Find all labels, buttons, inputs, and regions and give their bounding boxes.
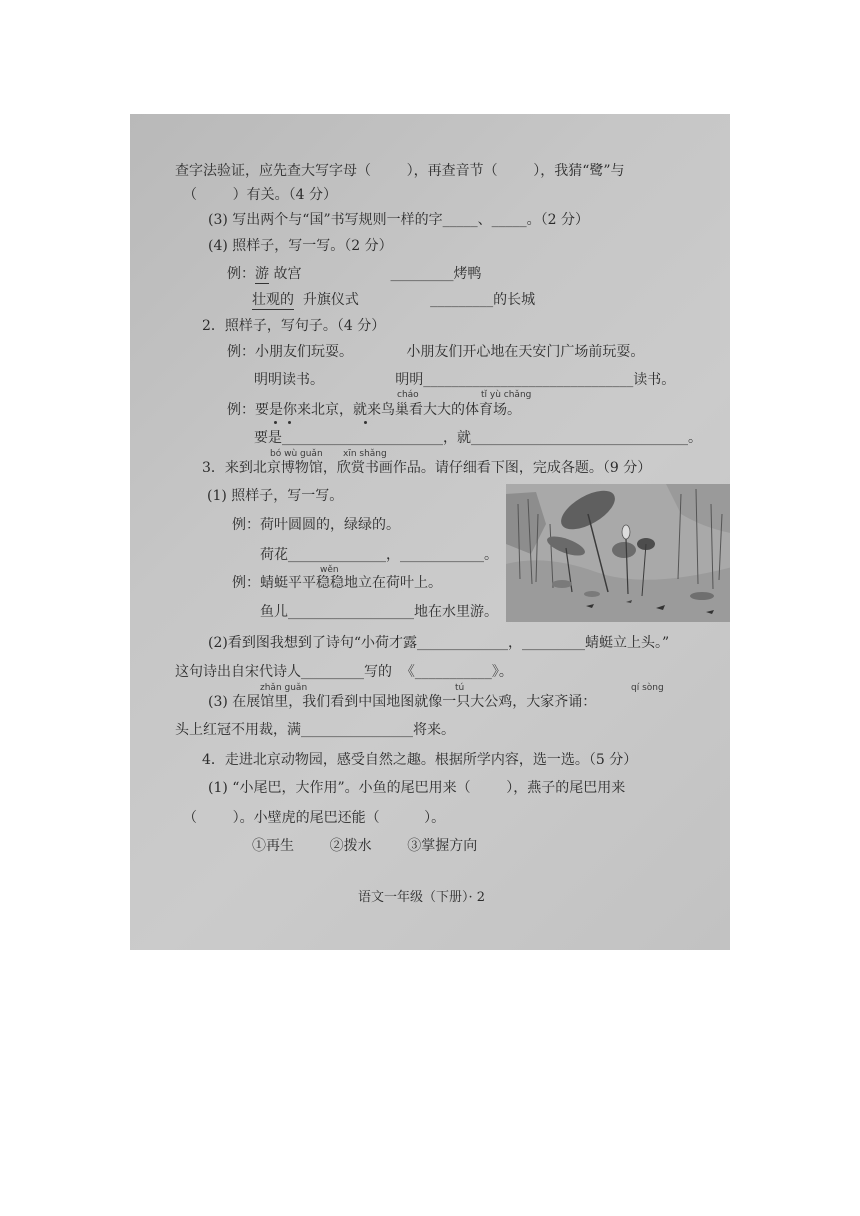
pinyin-annotation: xīn shǎng xyxy=(343,449,387,459)
text-line: 这句诗出自宋代诗人_________写的 《___________》。 xyxy=(175,664,513,680)
text-line: （ ）有关。（4 分） xyxy=(183,187,337,203)
page-footer: 语文一年级（下册）· 2 xyxy=(358,890,486,905)
text-line: 3．来到北京博物馆，欣赏书画作品。请仔细看下图，完成各题。（9 分） xyxy=(202,460,652,476)
text-line: （ ）。小壁虎的尾巴还能（ ）。 xyxy=(183,810,446,826)
text-line: 头上红冠不用裁，满________________将来。 xyxy=(175,722,455,738)
emphasis-dot xyxy=(288,421,291,424)
text-line: 鱼儿__________________地在水里游。 xyxy=(260,604,498,620)
pinyin-annotation: qí sòng xyxy=(631,683,664,693)
pinyin-annotation: wěn xyxy=(320,565,339,575)
text-line: (1) “小尾巴，大作用”。小鱼的尾巴用来（ ），燕子的尾巴用来 xyxy=(208,780,626,796)
lotus-pond-painting xyxy=(506,484,730,622)
text-line: (2)看到图我想到了诗句“小荷才露_____________，_________蜻蜓立上头。” xyxy=(208,635,670,651)
text-line: 例：要是你来北京，就来鸟巢看大大的体育场。 xyxy=(227,402,521,418)
text-line: 壮观的 升旗仪式 _________的长城 xyxy=(252,292,536,308)
pinyin-annotation: bó wù guǎn xyxy=(270,449,323,459)
text-line: 要是_______________________，就_______________________________。 xyxy=(254,430,702,446)
options-line: ①再生 ②拨水 ③掌握方向 xyxy=(252,838,478,854)
text-line: 明明读书。 明明______________________________读书。 xyxy=(254,372,676,388)
pinyin-annotation: cháo xyxy=(397,390,419,400)
text-line: 2．照样子，写句子。（4 分） xyxy=(202,318,386,334)
text-line: (3) 在展馆里，我们看到中国地图就像一只大公鸡，大家齐诵： xyxy=(208,694,597,710)
text-line: 例：蜻蜓平平稳稳地立在荷叶上。 xyxy=(232,575,442,591)
text-line: 例：荷叶圆圆的，绿绿的。 xyxy=(232,517,400,533)
text-line: 例：游 故宫 _________烤鸭 xyxy=(227,266,482,282)
text-line: (4) 照样子，写一写。（2 分） xyxy=(208,238,393,254)
pinyin-annotation: tǐ yù chǎng xyxy=(481,390,532,400)
text-line: 4．走进北京动物园，感受自然之趣。根据所学内容，选一选。（5 分） xyxy=(202,752,638,768)
emphasis-dot xyxy=(364,421,367,424)
pinyin-annotation: tú xyxy=(455,683,465,693)
lotus-pond-illustration xyxy=(506,484,730,622)
text-line: (3) 写出两个与“国”书写规则一样的字_____、_____。（2 分） xyxy=(208,212,589,228)
text-line: 例：小朋友们玩耍。 小朋友们开心地在天安门广场前玩耍。 xyxy=(227,344,645,360)
text-line: (1) 照样子，写一写。 xyxy=(207,488,344,504)
pinyin-annotation: zhǎn guǎn xyxy=(260,683,308,693)
text-line: 查字法验证，应先查大写字母（ ），再查音节（ ），我猜“鹭”与 xyxy=(175,163,625,179)
worksheet-page xyxy=(130,114,730,950)
emphasis-dot xyxy=(274,421,277,424)
text-line: 荷花______________，____________。 xyxy=(260,547,498,563)
